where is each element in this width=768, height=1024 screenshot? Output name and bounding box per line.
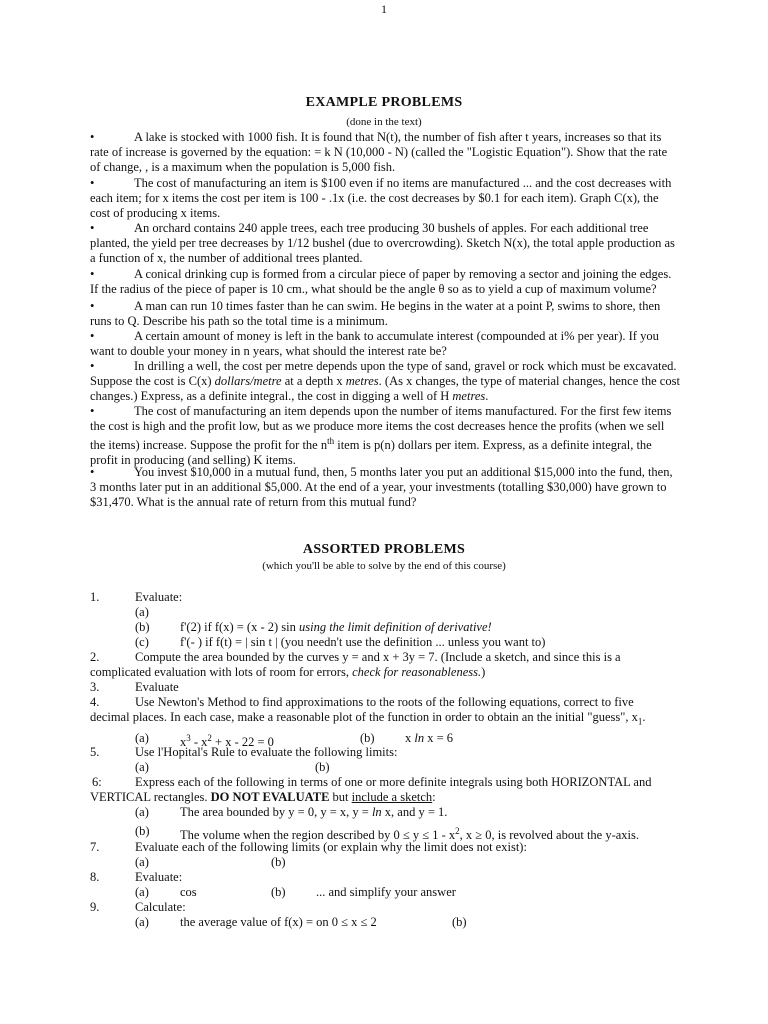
problem-4a-equation: $x^3 - x^2 + x - 22 = 0$: [180, 733, 274, 750]
problem-9-number: 9.: [90, 900, 100, 914]
example-title: EXAMPLE PROBLEMS: [305, 95, 463, 110]
problem-1b-text: f'(2) if f(x) = (x - 2) sin using the limit definition of derivative!: [180, 620, 492, 634]
problem-5a-label: (a): [135, 760, 149, 774]
problem-7-text: Evaluate each of the following limits (or explain why the limit does not exist):: [135, 840, 527, 854]
problem-6-number: 6:: [92, 775, 102, 789]
problem-8b-text: ... and simplify your answer: [316, 885, 456, 899]
problem-4a-label: (a): [135, 731, 149, 745]
problem-9b-label: (b): [452, 915, 467, 929]
problem-6a-label: (a): [135, 805, 149, 819]
problem-1a-label: (a): [135, 605, 149, 619]
problem-5-text: Use l'Hopital's Rule to evaluate the following limits:: [135, 745, 398, 759]
problem-9-text: Calculate:: [135, 900, 186, 914]
problem-9a-label: (a): [135, 915, 149, 929]
problem-4-line2: decimal places. In each case, make a reasonable plot of the function in order to obtain an the initial "guess", $x_1$.: [90, 710, 646, 727]
assorted-title: ASSORTED PROBLEMS: [302, 542, 466, 557]
example-item-2: • The cost of manufacturing an item is $100 even if no items are manufactured ... and the cost decreases with each item; for x items the cost per item is 100 - .1x (i.e. the cost decreases by $0.1 for each item). Graph C(x), the cost of producing x items.: [90, 176, 672, 220]
problem-4b-label: (b): [360, 731, 375, 745]
problem-6b-text: The volume when the region described by $0 \le y \le 1 - x^2$, x ≥ 0, is revolved about the y-axis.: [180, 826, 640, 843]
problem-5b-label: (b): [315, 760, 330, 774]
problem-4-line1: Use Newton's Method to find approximations to the roots of the following equations, correct to five: [135, 695, 634, 709]
problem-9a-text: the average value of f(x) = on 0 ≤ x ≤ 2: [180, 915, 377, 929]
example-item-3: • An orchard contains 240 apple trees, each tree producing 30 bushels of apples. For each additional tree planted, the yield per tree decreases by 1/12 bushel (due to overcrowding). Sketch N(x), the total apple production as a function of x, the number of additional trees planted.: [90, 221, 675, 265]
example-item-5: • A man can run 10 times faster than he can swim. He begins in the water at a point P, swims to shore, then runs to Q. Describe his path so the total time is a minimum.: [90, 299, 661, 328]
problem-1c-text: f'(- ) if f(t) = | sin t | (you needn't use the definition ... unless you want to): [180, 635, 546, 649]
problem-1-number: 1.: [90, 590, 100, 604]
problem-3-text: Evaluate: [135, 680, 179, 694]
problem-1b-label: (b): [135, 620, 150, 634]
problem-1c-label: (c): [135, 635, 149, 649]
example-item-4: • A conical drinking cup is formed from a circular piece of paper by removing a sector and joining the edges. If the radius of the piece of paper is 10 cm., what should be the angle θ so as to yield a cup of maximum volume?: [90, 267, 672, 296]
problem-6-line2: VERTICAL rectangles. DO NOT EVALUATE but include a sketch:: [90, 790, 436, 804]
problem-8a-label: (a): [135, 885, 149, 899]
problem-8-number: 8.: [90, 870, 100, 884]
problem-8a-text: cos: [180, 885, 197, 899]
problem-5-number: 5.: [90, 745, 100, 759]
example-item-9: • You invest $10,000 in a mutual fund, then, 5 months later you put an additional $15,000 into the fund, then, 3 months later put in an additional $5,000. At the end of a year, your investments (totalling $30,000) have grown to $31,470. What is the annual rate of return from this mutual fund?: [90, 465, 673, 509]
problem-6a-text: The area bounded by y = 0, y = x, y = ln x, and y = 1.: [180, 805, 448, 819]
problem-1-text: Evaluate:: [135, 590, 183, 604]
problem-8b-label: (b): [271, 885, 286, 899]
problem-2-line1: Compute the area bounded by the curves y = and x + 3y = 7. (Include a sketch, and since this is a: [135, 650, 621, 664]
page-number: 1: [381, 2, 387, 16]
problem-8-text: Evaluate:: [135, 870, 183, 884]
example-item-8: • The cost of manufacturing an item depends upon the number of items manufactured. For the first few items the cost is high and the profit low, but as we produce more items the cost decreases hence the profits (when we sell the items) increase. Suppose the profit for the $n^{th}$ item is p(n) dollars per item. Express, as a definite integral, the profit in producing (and selling) K items.: [90, 404, 672, 467]
problem-2-line2: complicated evaluation with lots of room for errors, check for reasonableness.): [90, 665, 486, 679]
problem-7-number: 7.: [90, 840, 100, 854]
problem-2-number: 2.: [90, 650, 100, 664]
example-item-6: • A certain amount of money is left in the bank to accumulate interest (compounded at i% per year). If you want to double your money in n years, what should the interest rate be?: [90, 329, 659, 358]
assorted-subtitle: (which you'll be able to solve by the end of this course): [262, 560, 506, 572]
problem-7a-label: (a): [135, 855, 149, 869]
problem-6-line1: Express each of the following in terms of one or more definite integrals using both HORIZONTAL and: [135, 775, 652, 789]
example-item-1: • A lake is stocked with 1000 fish. It is found that N(t), the number of fish after t years, increases so that its rate of increase is governed by the equation: = k N (10,000 - N) (called the "Logistic Equation"). Show that the rate of change, , is a maximum when the population is 5,000 fish.: [90, 130, 668, 174]
problem-4b-equation: x ln x = 6: [405, 731, 454, 745]
example-item-7: • In drilling a well, the cost per metre depends upon the type of sand, gravel or rock which must be excavated. Suppose the cost is C(x) dollars/metre at a depth x metres. (As x changes, the type of material changes, hence the cost changes.) Express, as a definite integral., the cost in digging a well of H metres.: [90, 359, 680, 403]
problem-6b-label: (b): [135, 824, 150, 838]
example-subtitle: (done in the text): [346, 116, 422, 128]
problem-7b-label: (b): [271, 855, 286, 869]
problem-3-number: 3.: [90, 680, 100, 694]
problem-4-number: 4.: [90, 695, 100, 709]
